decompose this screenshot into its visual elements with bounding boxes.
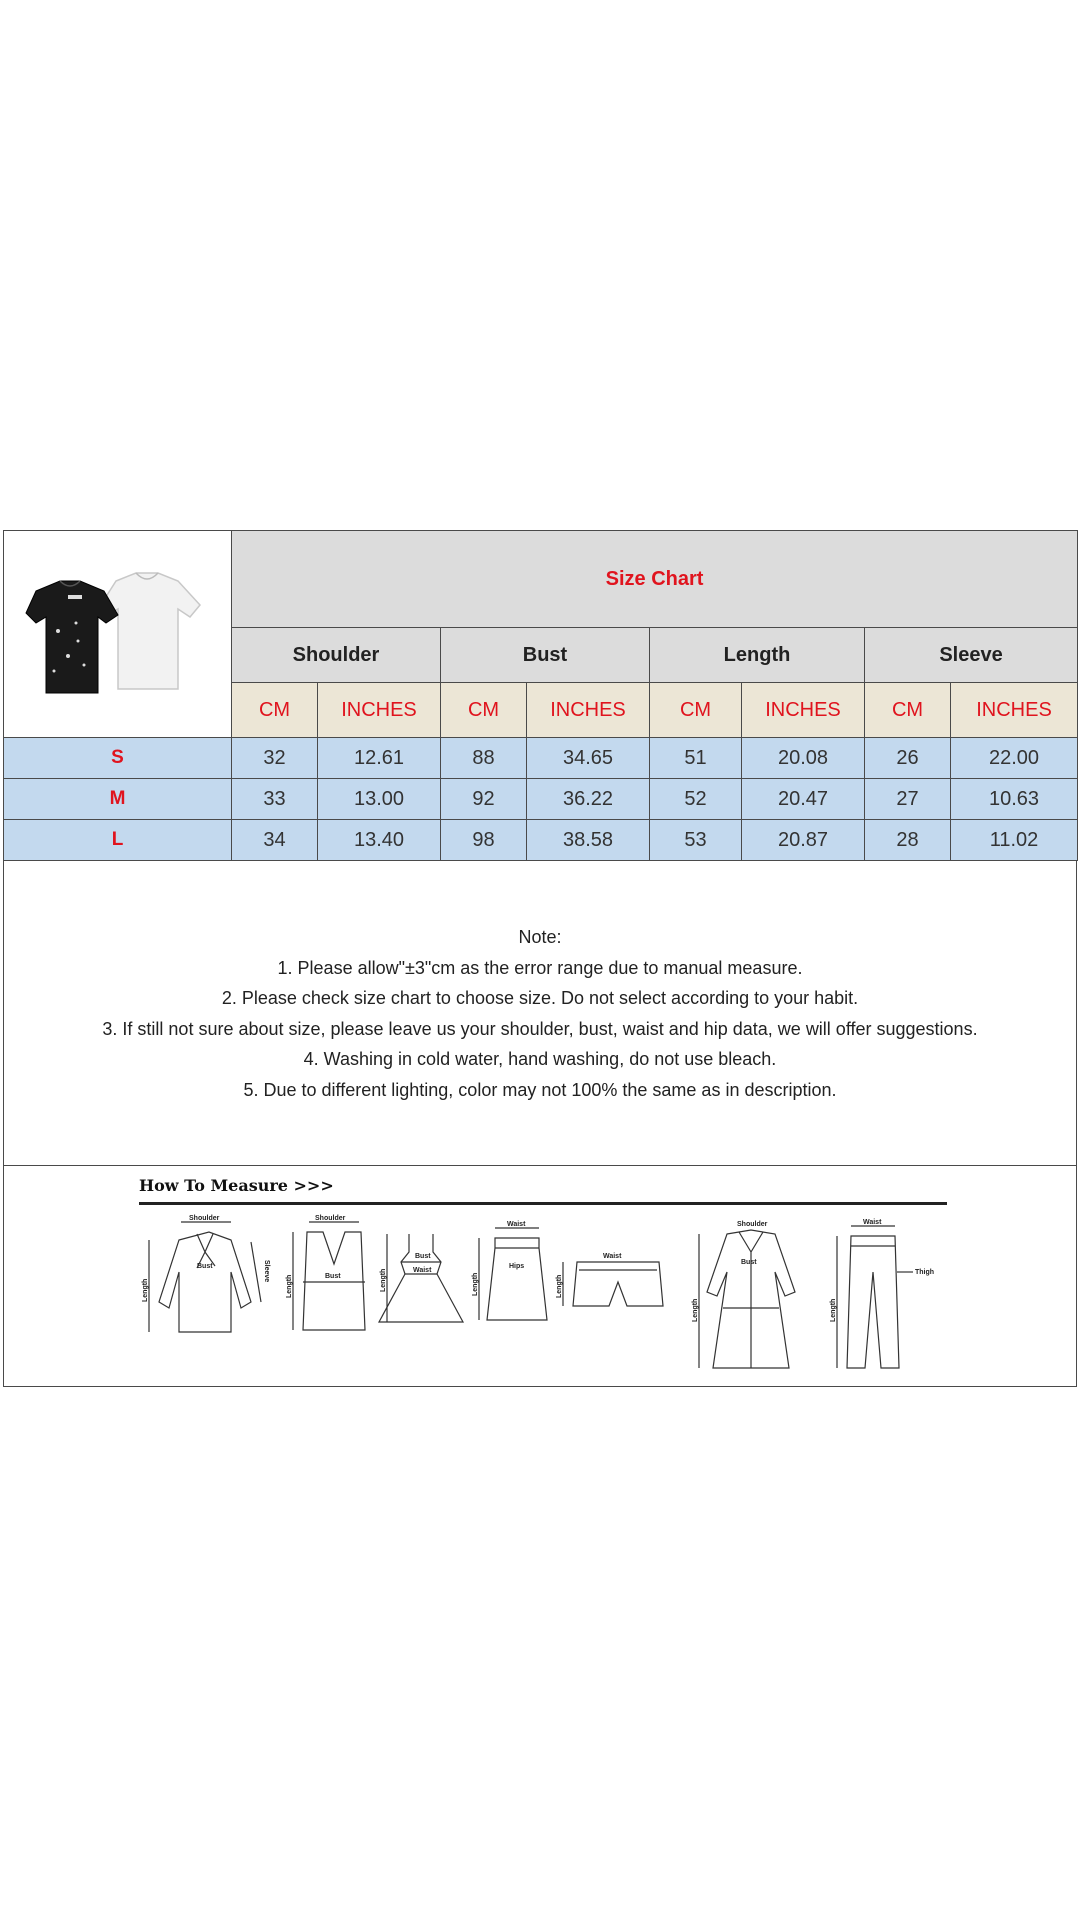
table-cell: 20.08 [742, 738, 865, 779]
unit-header: CM [441, 683, 527, 738]
header-bust: Bust [441, 628, 650, 683]
table-cell: 27 [865, 779, 951, 820]
table-cell: 38.58 [527, 820, 650, 861]
label-length: Length [142, 1278, 149, 1302]
product-image [4, 531, 232, 738]
unit-header: INCHES [527, 683, 650, 738]
label-length: Length [286, 1274, 293, 1298]
note-item: 4. Washing in cold water, hand washing, do not use bleach. [303, 1049, 777, 1069]
size-label: S [4, 738, 232, 779]
table-cell: 20.47 [742, 779, 865, 820]
notes-heading: Note: [518, 927, 562, 947]
label-bust: Bust [415, 1253, 431, 1260]
vest-figure-icon [286, 1215, 365, 1330]
unit-header: CM [650, 683, 742, 738]
note-item: 5. Due to different lighting, color may not 100% the same as in description. [243, 1079, 837, 1100]
label-bust: Bust [741, 1259, 757, 1266]
unit-header: INCHES [742, 683, 865, 738]
table-cell: 33 [232, 779, 318, 820]
size-label: L [4, 820, 232, 861]
table-cell: 32 [232, 738, 318, 779]
table-cell: 53 [650, 820, 742, 861]
measure-illustrations [139, 1212, 947, 1382]
unit-header: INCHES [318, 683, 441, 738]
table-row [4, 738, 1078, 779]
table-cell: 36.22 [527, 779, 650, 820]
table-cell: 88 [441, 738, 527, 779]
label-length: Length [692, 1298, 699, 1322]
size-chart-section [3, 530, 1077, 1387]
label-length: Length [556, 1274, 563, 1298]
label-hips: Hips [509, 1263, 525, 1270]
size-label: M [4, 779, 232, 820]
header-length: Length [650, 628, 865, 683]
table-cell: 10.63 [951, 779, 1078, 820]
unit-header: INCHES [951, 683, 1078, 738]
table-cell: 52 [650, 779, 742, 820]
table-cell: 98 [441, 820, 527, 861]
note-item: 1. Please allow"±3"cm as the error range due to manual measure. [277, 957, 803, 978]
label-bust: Bust [197, 1263, 213, 1270]
skirt-figure-icon [472, 1221, 547, 1320]
header-sleeve: Sleeve [865, 628, 1078, 683]
blouse-figure-icon [142, 1215, 270, 1332]
dress-figure-icon [379, 1234, 463, 1322]
table-cell: 92 [441, 779, 527, 820]
table-cell: 28 [865, 820, 951, 861]
note-item: 2. Please check size chart to choose size. Do not select according to your habit. [221, 988, 859, 1008]
size-chart-table [3, 530, 1078, 861]
shorts-figure-icon [556, 1253, 663, 1306]
tshirt-pair-icon [18, 561, 218, 701]
label-waist: Waist [603, 1253, 622, 1260]
label-waist: Waist [863, 1219, 882, 1226]
coat-figure-icon [692, 1221, 795, 1368]
label-thigh: Thigh [915, 1269, 935, 1276]
label-shoulder: Shoulder [189, 1215, 220, 1222]
how-to-measure-section [3, 1166, 1077, 1387]
label-waist: Waist [507, 1221, 526, 1228]
table-cell: 34.65 [527, 738, 650, 779]
table-cell: 34 [232, 820, 318, 861]
size-chart-title: Size Chart [232, 531, 1078, 628]
table-cell: 11.02 [951, 820, 1078, 861]
label-sleeve: Sleeve [263, 1260, 270, 1283]
label-shoulder: Shoulder [315, 1215, 346, 1222]
table-row [4, 820, 1078, 861]
label-length: Length [830, 1298, 837, 1322]
label-bust: Bust [325, 1273, 341, 1280]
divider [139, 1202, 947, 1205]
table-cell: 12.61 [318, 738, 441, 779]
note-item: 3. If still not sure about size, please leave us your shoulder, bust, waist and hip data, we will offer suggestions. [102, 1018, 978, 1039]
pants-figure-icon [830, 1219, 934, 1368]
table-row [4, 779, 1078, 820]
table-cell: 22.00 [951, 738, 1078, 779]
label-shoulder: Shoulder [737, 1221, 768, 1228]
table-cell: 20.87 [742, 820, 865, 861]
label-length: Length [380, 1268, 387, 1292]
label-length: Length [472, 1272, 479, 1296]
table-cell: 13.00 [318, 779, 441, 820]
unit-header: CM [865, 683, 951, 738]
unit-header: CM [232, 683, 318, 738]
notes-section [3, 861, 1077, 1166]
table-cell: 51 [650, 738, 742, 779]
table-cell: 26 [865, 738, 951, 779]
label-waist: Waist [413, 1267, 432, 1274]
header-shoulder: Shoulder [232, 628, 441, 683]
how-to-measure-title: How To Measure >>> [139, 1176, 334, 1195]
table-cell: 13.40 [318, 820, 441, 861]
